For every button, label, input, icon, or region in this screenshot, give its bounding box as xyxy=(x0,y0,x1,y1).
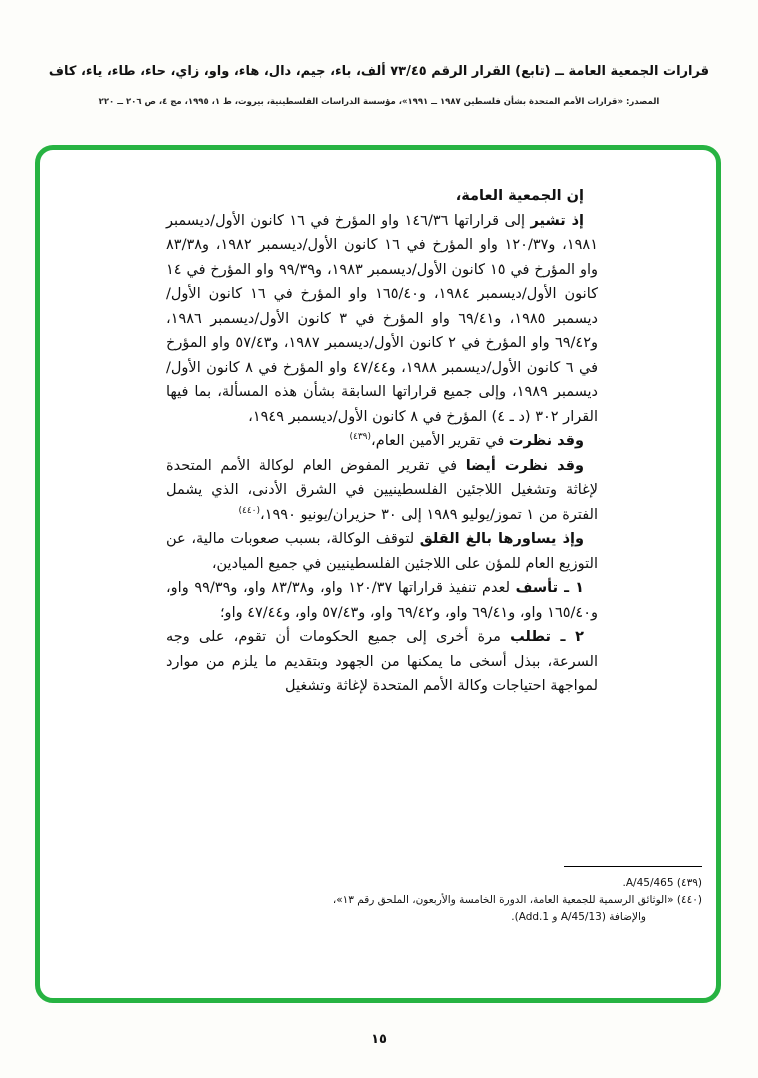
resolution-body xyxy=(166,184,598,699)
footnote-item-439: (٤٣٩) A/45/465. xyxy=(622,877,702,889)
footnote-ref-440: (٤٤٠) xyxy=(238,505,261,516)
green-frame xyxy=(35,145,721,1003)
paragraph-lead: ٢ ـ تطلب xyxy=(510,629,585,645)
paragraph-preamble-opening xyxy=(166,184,598,209)
footnote-ref-439: (٤٣٩) xyxy=(349,432,372,443)
paragraph-considered-sg-report xyxy=(166,429,598,454)
page-header-title: قرارات الجمعية العامة ــ (تابع) القرار الرقم ٧٣/٤٥ ألف، باء، جيم، دال، هاء، واو، زاي، حاء، طاء، ياء، كاف xyxy=(48,64,710,79)
paragraph-lead: إن الجمعية العامة، xyxy=(455,188,584,204)
paragraph-text: في تقرير الأمين العام، xyxy=(371,433,509,449)
paragraph-deep-concern xyxy=(166,527,598,576)
paragraph-considered-commissioner-report xyxy=(166,454,598,528)
footnotes-section xyxy=(302,866,702,926)
paragraph-lead: وإذ يساورها بالغ القلق xyxy=(419,531,584,547)
footnote-item-440: (٤٤٠) «الوثائق الرسمية للجمعية العامة، الدورة الخامسة والأربعون، الملحق رقم ١٣»، والإضافة (A/45/13 و Add.1). xyxy=(332,894,702,923)
paragraph-text: لعدم تنفيذ قراراتها ١٢٠/٣٧ واو، و٨٣/٣٨ واو، و٩٩/٣٩ واو، و١٦٥/٤٠ واو، و٦٩/٤١ واو، و٦٩/٤٢ واو، و٥٧/٤٣ واو، و٤٧/٤٤ واو؛ xyxy=(166,580,598,621)
paragraph-operative-1 xyxy=(166,576,598,625)
footnote-divider xyxy=(564,866,702,867)
paragraph-operative-2 xyxy=(166,625,598,699)
source-line: المصدر: «قرارات الأمم المتحدة بشأن فلسطين ١٩٨٧ ــ ١٩٩١»، مؤسسة الدراسات الفلسطينية، بيروت، ط ١، ١٩٩٥، مج ٤، ص ٢٠٦ ــ ٢٢٠ xyxy=(98,97,660,107)
paragraph-recalling-resolutions xyxy=(166,209,598,430)
paragraph-lead: وقد نظرت xyxy=(508,433,584,449)
paragraph-lead: إذ تشير xyxy=(530,212,584,229)
paragraph-text: مرة أخرى إلى جميع الحكومات أن تقوم، على وجه السرعة، ببذل أسخى ما يمكنها من الجهود وبتقديم ما يلزم من موارد لمواجهة احتياجات وكالة الأمم المتحدة لإغاثة وتشغيل xyxy=(166,629,598,694)
paragraph-text: لتوقف الوكالة، بسبب صعوبات مالية، عن التوزيع العام للمؤن على اللاجئين الفلسطينيين في جميع الميادين، xyxy=(166,531,598,572)
paragraph-text: في تقرير المفوض العام لوكالة الأمم المتحدة لإغاثة وتشغيل اللاجئين الفلسطينيين في الشرق الأدنى، الذي يشمل الفترة من ١ تموز/يوليو ١٩٨٩ إلى ٣٠ حزيران/يونيو ١٩٩٠، xyxy=(166,457,598,523)
page-number: ١٥ xyxy=(371,1032,387,1047)
paragraph-text: إلى قراراتها ١٤٦/٣٦ واو المؤرخ في ١٦ كانون الأول/ديسمبر ١٩٨١، و١٢٠/٣٧ واو المؤرخ في ١٦ كانون الأول/ديسمبر ١٩٨٢، و٨٣/٣٨ واو المؤرخ في ١٥ كانون الأول/ديسمبر ١٩٨٣، و٩٩/٣٩ واو المؤرخ في ١٤ كانون الأول/ديسمبر ١٩٨٤، و١٦٥/٤٠ واو المؤرخ في ١٦ كانون الأول/ديسمبر ١٩٨٥، و٦٩/٤١ واو المؤرخ في ٣ كانون الأول/ديسمبر ١٩٨٦، و٦٩/٤٢ واو المؤرخ في ٢ كانون الأول/ديسمبر ١٩٨٧، و٥٧/٤٣ واو المؤرخ في ٦ كانون الأول/ديسمبر ١٩٨٨، و٤٧/٤٤ واو المؤرخ في ٨ كانون الأول/ديسمبر ١٩٨٩، وإلى جميع قراراتها السابقة بشأن هذه المسألة، بما فيها القرار ٣٠٢ (د ـ ٤) المؤرخ في ٨ كانون الأول/ديسمبر ١٩٤٩، xyxy=(166,212,599,425)
paragraph-lead: ١ ـ تأسف xyxy=(515,580,584,596)
paragraph-lead: وقد نظرت أيضا xyxy=(465,457,584,474)
